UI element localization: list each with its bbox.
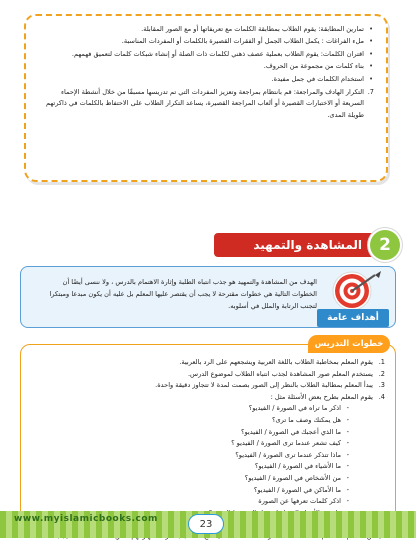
section-title: المشاهدة والتمهيد [214,233,374,257]
step-item [31,380,385,392]
question-item: - اذكر كلمات تعرفها عن الصورة [31,496,385,508]
question-item: - ما الذي أعجبك في الصورة / الفيديو؟ [31,427,385,439]
question-item: - من الأشخاص في الصورة / الفيديو؟ [31,473,385,485]
bullet-item: • ملء الفراغات : يكمل الطلاب الجمل أو الفقرات القصيرة بالكلمات أو المفردات المناسبة. [40,36,374,47]
question-item: - ما الأماكن في الصورة / الفيديو؟ [31,485,385,497]
general-goals-box [20,266,396,328]
step-item [31,357,385,369]
step-number: 3. [378,381,385,390]
goals-text: الهدف من المشاهدة والتمهيد هو جذب انتباه الطلبة وإثارة الاهتمام بالدرس ، ولا ننسى أيضًا أن الخطوات التالية هي خطوات مقترحة لا يجب أن يقتصر عليها المعلم بل عليه أن يكون مبدعا ومبتكرا لتجنب الرتابة والملل في أسلوبه. [49,278,317,310]
numbered-item [40,87,374,121]
question-item: - اذكر ما تراه في الصورة / الفيديو؟ [31,403,385,415]
question-item: - ما الأشياء في الصورة / الفيديو؟ [31,461,385,473]
question-item: - هل يمكنك وصف ما ترى؟ [31,415,385,427]
steps-label: خطوات التدريس [308,335,390,353]
target-icon [321,269,387,325]
step-text: يستخدم المعلم صور المشاهدة لجذب انتباه الطلاب لموضوع الدرس. [187,369,373,378]
bullet-item: • استخدام الكلمات في جمل مفيدة. [40,74,374,85]
bullet-item: • تمارين المطابقة: يقوم الطلاب بمطابقة الكلمات مع تعريفاتها أو مع الصور المقابلة. [40,24,374,35]
page-number: 23 [188,514,224,534]
bullet-item: • بناء كلمات من مجموعة من الحروف. [40,61,374,72]
step-text: يقوم المعلم بمخاطبة الطلاب باللغة العربية ويشجعهم على الرد بالعربية. [179,358,373,366]
teaching-steps-box [20,344,396,524]
goals-label: أهداف عامة [317,309,389,327]
section-number-badge: 2 [370,230,400,260]
section-header [210,230,400,260]
step-item [31,392,385,404]
step-text: يبدأ المعلم بمطالبة الطلاب بالنظر إلى الصور بصمت لمدة لا تتجاوز دقيقة واحدة. [155,381,373,390]
step-item [31,369,385,381]
step-number: 1. [378,358,385,366]
step-number: 4. [378,392,385,401]
bullet-item: • اقتران الكلمات: يقوم الطلاب بعملية عصف ذهني لكلمات ذات الصلة أو إنشاء شبكات كلمات لتعميق فهمهم. [40,49,374,60]
website-link[interactable]: www.myislamicbooks.com [14,514,158,524]
question-item: - ماذا تتذكر عندما ترى الصورة / الفيديو؟ [31,450,385,462]
activities-box [24,14,388,182]
item-text: التكرار الهادف والمراجعة: قم بانتظام بمراجعة وتعزيز المفردات التي تم تدريسها مسبقًا من خلال أنشطة الإحماء السريعة أو الاختبارات القصيرة أو ألعاب المراجعة القصيرة، يساعد التكرار الطلاب على الاحتفاظ بالكلمات في ذاكرتهم طويلة المدى. [45,88,364,119]
step-number: 2. [378,369,385,378]
question-item: - كيف تشعر عندما ترى الصورة / الفيديو ؟ [31,438,385,450]
step-text: يقوم المعلم بطرح بعض الأسئلة مثل : [270,392,373,401]
item-number: 7. [367,88,374,97]
